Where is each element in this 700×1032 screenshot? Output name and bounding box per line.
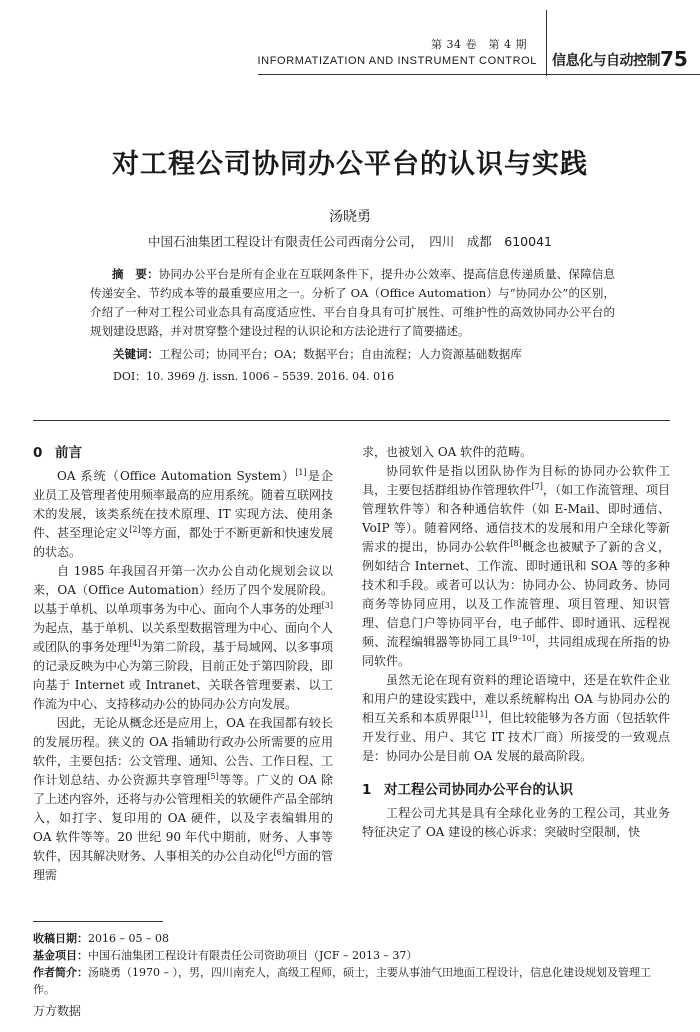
abstract [90,265,615,341]
citation: [4] [129,639,141,648]
issue-info: 第 34 卷 第 4 期 [431,38,527,51]
citation: [3] [321,601,333,610]
header-divider [546,10,547,76]
keywords-text: 工程公司；协同平台；OA；数据平台；自由流程；人力资源基础数据库 [159,347,522,361]
citation: [9–10] [509,634,535,643]
section-number: 1 [362,782,372,798]
section-heading-0 [33,443,333,463]
keywords [113,346,522,362]
abstract-rule [33,420,670,421]
abstract-label: 摘 要： [112,267,159,281]
paper-title: 对工程公司协同办公平台的认识与实践 [112,149,588,180]
citation: [8] [510,539,522,548]
paragraph: 虽然无论在现有资料的理论语境中，还是在软件企业和用户的建设实践中，难以系统解构出 OA 与协同办公的相互关系和本质界限[11]，但比较能够为各方面（包括软件开发行业、用户、其它 IT 技术厂商）所接受的一致观点是：协同办公是目前 OA 发展的最高阶段。 [362,673,670,763]
keywords-label: 关键词： [113,347,159,361]
fund-info: 基金项目：中国石油集团工程设计有限责任公司资助项目（JCF – 2013 – 37） [33,949,418,962]
paragraph: 协同软件是指以团队协作为目标的协同办公软件工具，主要包括群组协作管理软件[7]，（如工作流管理、项目管理软件等）和各种通信软件（如 E-Mail、即时通信、VoIP 等）。随着网络、通信技术的发展和用户全球化等新需求的提出，协同办公软件[8]概念也被赋予了新的含义，例如结合 Internet、工作流、即时通讯和 SOA 等的多种技术和手段。或者可以认为：协同办公、协同政务、协同商务等协同应用，以及工作流管理、项目管理、知识管理、信息门户等协同平台，电子邮件、即时通讯、远程视频、流程编辑器等协同工具[9–10]，共同组成现在所指的协同软件。 [362,464,670,668]
paragraph: OA 系统（Office Automation System）[1]是企业员工及管理者使用频率最高的应用系统。随着互联网技术的发展，该类系统在技术原理、IT 实现方法、使用条件、甚至理论定义[2]等方面，都处于不断更新和快速发展的状态。 [33,468,334,559]
section-title: 前言 [55,445,82,461]
citation: [7] [531,482,543,491]
citation: [6] [273,848,285,857]
source-watermark: 万方数据 [33,1004,82,1018]
citation: [1] [295,468,307,477]
section-number: 0 [33,445,43,461]
paragraph: 求，也被划入 OA 软件的范畴。 [362,445,533,459]
paragraph: 工程公司尤其是具有全球化业务的工程公司，其业务特征决定了 OA 建设的核心诉求：突破时空限制，快 [362,806,670,839]
page-number: 75 [660,47,688,71]
abstract-text: 协同办公平台是所有企业在互联网条件下，提升办公效率、提高信息传递质量、保障信息传递安全、节约成本等的最重要应用之一。分析了 OA（Office Automation）与“协同办公”的区别，介绍了一种对工程公司业态具有高度适应性、平台自身具有可扩展性、可维护性的高效协同办公平台的规划建设思路，并对贯穿整个建设过程的认识论和方法论进行了简要描述。 [90,267,615,338]
received-date: 收稿日期：2016 – 05 – 08 [33,932,169,945]
citation: [2] [129,525,141,534]
body-left-column [33,443,333,885]
header-rule [258,74,700,75]
citation: [5] [207,772,219,781]
journal-english-title: INFORMATIZATION AND INSTRUMENT CONTROL [257,55,537,67]
journal-chinese-title: 信息化与自动控制 [552,53,660,69]
section-heading-1 [362,780,670,800]
citation: [11] [471,710,488,719]
author-name: 汤晓勇 [329,209,371,225]
doi: DOI：10. 3969 /j. issn. 1006 – 5539. 2016. 04. 016 [113,370,395,383]
footnote-rule [33,921,163,922]
footnotes [33,930,670,998]
author-affiliation: 中国石油集团工程设计有限责任公司西南分公司， 四川 成都 610041 [148,234,552,249]
body-right-column [362,443,670,842]
paragraph: 自 1985 年我国召开第一次办公自动化规划会议以来，OA（Office Automation）经历了四个发展阶段。以基于单机、以单项事务为中心、面向个人事务的处理[3]为起点，基于单机、以关系型数据管理为中心、面向个人或团队的事务处理[4]为第二阶段，基于局域网、以多事项的记录反映为中心为第三阶段，目前正处于第四阶段，即向基于 Internet 或 Intranet、关联各管理要素、以工作流为中心、支持移动办公的协同办公方向发展。 [33,564,334,711]
section-title: 对工程公司协同办公平台的认识 [384,782,573,798]
author-bio: 作者简介：汤晓勇（1970 – ），男，四川南充人，高级工程师，硕士，主要从事油气田地面工程设计，信息化建设规划及管理工作。 [33,966,651,996]
paragraph: 因此，无论从概念还是应用上，OA 在我国都有较长的发展历程。狭义的 OA 指辅助行政办公所需要的应用软件，主要包括：公文管理、通知、公告、工作日程、工作计划总结、办公资源共享管理[5]等等。广义的 OA 除了上述内容外，还将与办公管理相关的软硬件产品全部纳入，如打字、复印用的 OA 硬件，以及字表编辑用的 OA 软件等等。20 世纪 90 年代中期前，财务、人事等软件，因其解决财务、人事相关的办公自动化[6]方面的管理需 [33,716,334,882]
